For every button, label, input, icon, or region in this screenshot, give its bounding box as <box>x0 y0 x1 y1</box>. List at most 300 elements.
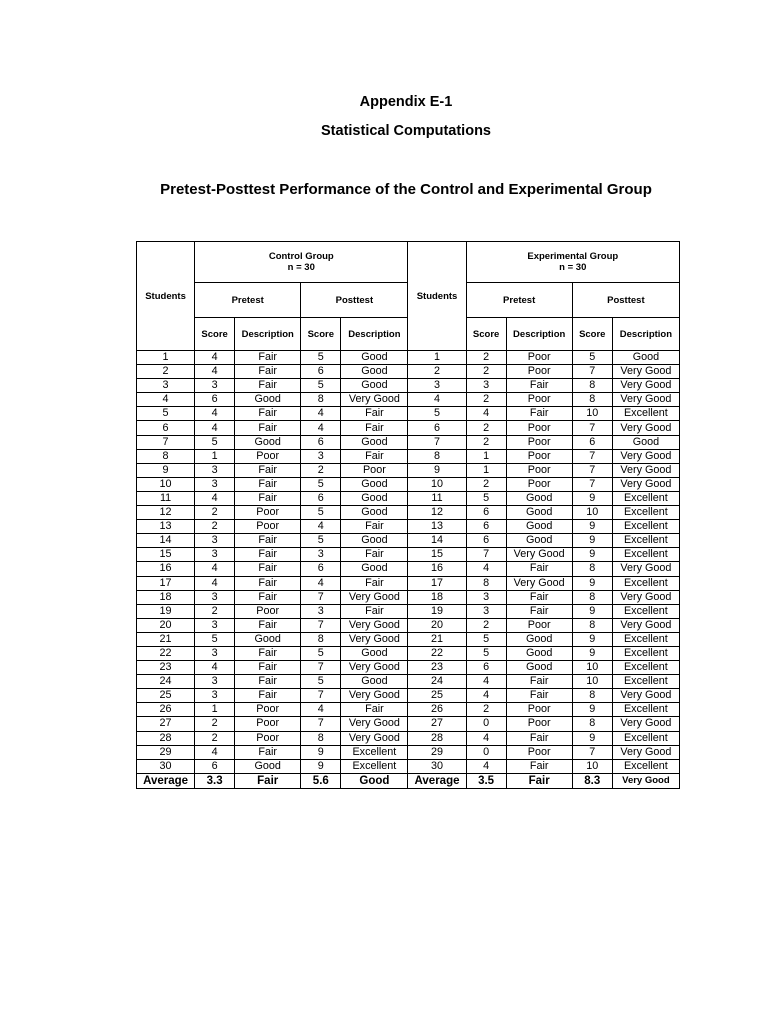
table-cell: 3 <box>137 379 195 393</box>
table-cell: Poor <box>506 393 572 407</box>
table-cell: Poor <box>506 463 572 477</box>
table-cell: 4 <box>301 407 341 421</box>
table-cell: 2 <box>408 365 466 379</box>
table-cell: 3 <box>195 618 235 632</box>
table-cell: 0 <box>466 745 506 759</box>
table-row <box>137 604 680 618</box>
table-cell: 2 <box>137 365 195 379</box>
table-cell: 9 <box>572 632 612 646</box>
table-cell: Very Good <box>341 717 408 731</box>
table-cell: Poor <box>235 604 301 618</box>
average-cell: 3.5 <box>466 773 506 788</box>
table-row <box>137 548 680 562</box>
table-cell: 4 <box>301 703 341 717</box>
table-cell: 6 <box>466 506 506 520</box>
table-row <box>137 379 680 393</box>
table-cell: 7 <box>301 618 341 632</box>
table-cell: Good <box>341 675 408 689</box>
table-cell: 17 <box>137 576 195 590</box>
table-cell: 7 <box>572 745 612 759</box>
table-cell: 7 <box>572 421 612 435</box>
table-cell: 28 <box>137 731 195 745</box>
table-cell: 6 <box>466 534 506 548</box>
control-posttest-header: Posttest <box>301 283 408 318</box>
average-cell: Fair <box>235 773 301 788</box>
table-cell: 9 <box>301 759 341 773</box>
table-cell: 8 <box>572 689 612 703</box>
table-cell: 6 <box>466 661 506 675</box>
table-cell: Good <box>341 491 408 505</box>
table-cell: 2 <box>466 618 506 632</box>
description-header: Description <box>235 318 301 351</box>
table-cell: 15 <box>137 548 195 562</box>
table-cell: 5 <box>301 351 341 365</box>
table-cell: Good <box>235 759 301 773</box>
table-title: Pretest-Posttest Performance of the Control and Experimental Group <box>160 181 652 198</box>
table-cell: Very Good <box>612 562 679 576</box>
table-cell: 8 <box>572 618 612 632</box>
table-cell: 4 <box>195 576 235 590</box>
table-cell: 26 <box>408 703 466 717</box>
table-cell: 4 <box>195 365 235 379</box>
table-cell: 27 <box>137 717 195 731</box>
table-cell: 2 <box>195 731 235 745</box>
table-cell: Excellent <box>612 548 679 562</box>
table-cell: 30 <box>408 759 466 773</box>
table-cell: Very Good <box>341 393 408 407</box>
table-cell: Excellent <box>612 407 679 421</box>
table-cell: 5 <box>466 491 506 505</box>
table-cell: Fair <box>506 379 572 393</box>
table-cell: 8 <box>301 393 341 407</box>
table-cell: 1 <box>466 449 506 463</box>
table-cell: 7 <box>572 449 612 463</box>
table-cell: Good <box>341 365 408 379</box>
table-cell: Fair <box>235 646 301 660</box>
table-cell: 9 <box>572 534 612 548</box>
table-cell: Very Good <box>612 421 679 435</box>
table-cell: Poor <box>506 449 572 463</box>
table-cell: 6 <box>301 491 341 505</box>
table-cell: Excellent <box>612 604 679 618</box>
table-cell: Fair <box>235 745 301 759</box>
table-cell: 4 <box>195 491 235 505</box>
table-cell: 2 <box>466 435 506 449</box>
table-cell: Excellent <box>612 534 679 548</box>
table-header <box>137 242 680 351</box>
table-cell: Very Good <box>612 745 679 759</box>
table-cell: 10 <box>572 675 612 689</box>
table-cell: Fair <box>506 562 572 576</box>
table-cell: Very Good <box>506 576 572 590</box>
average-cell: Good <box>341 773 408 788</box>
table-cell: 10 <box>572 407 612 421</box>
table-cell: Fair <box>235 379 301 393</box>
table-cell: 5 <box>301 675 341 689</box>
table-cell: Good <box>612 435 679 449</box>
table-row <box>137 421 680 435</box>
table-body <box>137 351 680 774</box>
table-cell: 3 <box>408 379 466 393</box>
performance-table <box>136 241 680 789</box>
table-cell: Good <box>341 646 408 660</box>
table-cell: 10 <box>572 759 612 773</box>
table-cell: 4 <box>195 421 235 435</box>
table-cell: 30 <box>137 759 195 773</box>
table-cell: 3 <box>195 534 235 548</box>
table-cell: 2 <box>466 365 506 379</box>
table-cell: 6 <box>301 562 341 576</box>
table-cell: Good <box>341 477 408 491</box>
table-cell: 1 <box>408 351 466 365</box>
appendix-heading: Appendix E-1 <box>359 94 453 110</box>
table-cell: Fair <box>341 449 408 463</box>
table-cell: Good <box>612 351 679 365</box>
table-cell: Excellent <box>612 703 679 717</box>
table-cell: 4 <box>466 562 506 576</box>
table-cell: 6 <box>195 759 235 773</box>
table-cell: 20 <box>408 618 466 632</box>
table-cell: 7 <box>572 477 612 491</box>
table-cell: 2 <box>466 393 506 407</box>
table-cell: Fair <box>341 421 408 435</box>
table-cell: 3 <box>195 379 235 393</box>
table-row <box>137 534 680 548</box>
table-cell: 8 <box>408 449 466 463</box>
table-cell: Poor <box>235 506 301 520</box>
table-cell: Fair <box>235 365 301 379</box>
table-cell: Good <box>506 661 572 675</box>
table-cell: 10 <box>572 506 612 520</box>
table-cell: 25 <box>408 689 466 703</box>
table-cell: 3 <box>301 548 341 562</box>
table-cell: Excellent <box>612 731 679 745</box>
table-cell: 28 <box>408 731 466 745</box>
table-cell: 20 <box>137 618 195 632</box>
table-cell: Good <box>341 379 408 393</box>
table-cell: Fair <box>341 520 408 534</box>
experimental-posttest-header: Posttest <box>572 283 679 318</box>
table-cell: 5 <box>572 351 612 365</box>
table-cell: Fair <box>235 548 301 562</box>
table-cell: 3 <box>195 463 235 477</box>
table-cell: 10 <box>137 477 195 491</box>
table-cell: 9 <box>572 604 612 618</box>
table-cell: 16 <box>408 562 466 576</box>
table-cell: 7 <box>572 463 612 477</box>
score-header: Score <box>572 318 612 351</box>
table-cell: Poor <box>341 463 408 477</box>
table-cell: Good <box>341 435 408 449</box>
table-cell: Good <box>341 534 408 548</box>
experimental-group-header <box>466 242 679 283</box>
table-cell: Excellent <box>612 646 679 660</box>
experimental-n-label: n = 30 <box>559 262 587 273</box>
table-cell: 2 <box>195 506 235 520</box>
table-cell: Excellent <box>341 745 408 759</box>
table-cell: Poor <box>235 731 301 745</box>
table-cell: 2 <box>466 703 506 717</box>
table-cell: Excellent <box>612 506 679 520</box>
table-cell: 4 <box>466 407 506 421</box>
table-cell: 13 <box>137 520 195 534</box>
table-cell: 11 <box>137 491 195 505</box>
table-cell: 21 <box>408 632 466 646</box>
table-cell: 10 <box>572 661 612 675</box>
average-row <box>137 773 680 788</box>
table-cell: Poor <box>506 618 572 632</box>
table-cell: Fair <box>506 689 572 703</box>
table-cell: 5 <box>466 646 506 660</box>
table-cell: Fair <box>506 675 572 689</box>
table-cell: 2 <box>466 477 506 491</box>
table-cell: 7 <box>572 365 612 379</box>
table-cell: 6 <box>195 393 235 407</box>
table-cell: Fair <box>235 576 301 590</box>
subtitle-heading: Statistical Computations <box>321 123 491 139</box>
table-cell: Excellent <box>612 661 679 675</box>
table-cell: Fair <box>341 576 408 590</box>
table-cell: 8 <box>572 562 612 576</box>
table-row <box>137 646 680 660</box>
table-cell: 4 <box>301 421 341 435</box>
table-cell: 2 <box>195 604 235 618</box>
table-cell: 9 <box>572 703 612 717</box>
control-pretest-header: Pretest <box>195 283 301 318</box>
table-cell: Fair <box>235 661 301 675</box>
table-cell: Poor <box>506 703 572 717</box>
description-header: Description <box>341 318 408 351</box>
table-cell: Very Good <box>612 689 679 703</box>
table-cell: 2 <box>301 463 341 477</box>
table-cell: 8 <box>572 717 612 731</box>
table-cell: 23 <box>137 661 195 675</box>
score-header: Score <box>195 318 235 351</box>
table-cell: Very Good <box>341 689 408 703</box>
table-cell: Poor <box>506 745 572 759</box>
table-cell: 27 <box>408 717 466 731</box>
table-cell: 4 <box>301 520 341 534</box>
table-cell: 17 <box>408 576 466 590</box>
table-cell: 7 <box>301 689 341 703</box>
table-cell: 9 <box>572 731 612 745</box>
table-cell: 12 <box>137 506 195 520</box>
table-cell: Excellent <box>612 576 679 590</box>
table-cell: 3 <box>195 689 235 703</box>
table-cell: Poor <box>235 520 301 534</box>
table-row <box>137 618 680 632</box>
table-cell: 22 <box>137 646 195 660</box>
table-cell: Good <box>341 351 408 365</box>
table-cell: Fair <box>235 491 301 505</box>
table-row <box>137 463 680 477</box>
table-cell: 6 <box>137 421 195 435</box>
table-cell: 9 <box>572 548 612 562</box>
table-row <box>137 407 680 421</box>
table-cell: 8 <box>466 576 506 590</box>
table-cell: Very Good <box>506 548 572 562</box>
table-cell: Poor <box>235 717 301 731</box>
table-cell: 4 <box>301 576 341 590</box>
average-cell: 8.3 <box>572 773 612 788</box>
table-cell: 4 <box>195 407 235 421</box>
table-row <box>137 435 680 449</box>
table-cell: 5 <box>408 407 466 421</box>
table-cell: 3 <box>466 379 506 393</box>
table-cell: Excellent <box>612 520 679 534</box>
students-header-control: Students <box>137 242 195 351</box>
table-cell: 25 <box>137 689 195 703</box>
table-cell: 7 <box>301 717 341 731</box>
experimental-pretest-header: Pretest <box>466 283 572 318</box>
table-cell: Excellent <box>612 632 679 646</box>
table-cell: Good <box>341 562 408 576</box>
table-cell: 3 <box>195 675 235 689</box>
table-cell: 26 <box>137 703 195 717</box>
table-cell: 5 <box>301 646 341 660</box>
table-cell: 9 <box>408 463 466 477</box>
table-cell: Fair <box>341 548 408 562</box>
table-row <box>137 661 680 675</box>
table-cell: 3 <box>195 477 235 491</box>
table-cell: Fair <box>235 421 301 435</box>
table-cell: Excellent <box>612 491 679 505</box>
table-cell: Poor <box>235 703 301 717</box>
table-cell: Good <box>506 534 572 548</box>
table-cell: 6 <box>301 435 341 449</box>
table-cell: Good <box>341 506 408 520</box>
table-cell: 23 <box>408 661 466 675</box>
table-row <box>137 351 680 365</box>
table-row <box>137 759 680 773</box>
table-cell: 3 <box>195 646 235 660</box>
table-cell: 14 <box>408 534 466 548</box>
table-cell: 1 <box>195 449 235 463</box>
table-cell: Very Good <box>612 590 679 604</box>
score-header: Score <box>301 318 341 351</box>
table-cell: 3 <box>195 590 235 604</box>
table-cell: 14 <box>137 534 195 548</box>
table-cell: 1 <box>137 351 195 365</box>
table-cell: 3 <box>466 590 506 604</box>
table-row <box>137 703 680 717</box>
table-cell: Very Good <box>612 393 679 407</box>
table-cell: Very Good <box>341 731 408 745</box>
table-cell: 3 <box>466 604 506 618</box>
table-row <box>137 675 680 689</box>
table-cell: Very Good <box>341 661 408 675</box>
table-cell: Fair <box>235 407 301 421</box>
table-cell: 13 <box>408 520 466 534</box>
table-cell: 8 <box>137 449 195 463</box>
table-cell: Fair <box>235 562 301 576</box>
control-group-header <box>195 242 408 283</box>
table-cell: Very Good <box>612 449 679 463</box>
table-cell: Good <box>235 435 301 449</box>
table-cell: 3 <box>301 604 341 618</box>
table-cell: 4 <box>195 351 235 365</box>
table-cell: 15 <box>408 548 466 562</box>
table-cell: 5 <box>301 534 341 548</box>
table-row <box>137 717 680 731</box>
table-cell: 7 <box>301 661 341 675</box>
table-cell: Good <box>506 520 572 534</box>
table-cell: Very Good <box>612 463 679 477</box>
table-cell: 7 <box>137 435 195 449</box>
table-cell: Fair <box>506 759 572 773</box>
table-cell: Poor <box>506 421 572 435</box>
score-header: Score <box>466 318 506 351</box>
table-cell: 24 <box>137 675 195 689</box>
table-cell: Poor <box>506 717 572 731</box>
table-cell: 8 <box>572 393 612 407</box>
table-cell: 4 <box>466 675 506 689</box>
table-cell: Good <box>235 632 301 646</box>
table-cell: 9 <box>572 520 612 534</box>
average-cell: Average <box>408 773 466 788</box>
table-cell: 18 <box>408 590 466 604</box>
table-cell: 0 <box>466 717 506 731</box>
table-row <box>137 576 680 590</box>
table-cell: 2 <box>466 351 506 365</box>
table-cell: 9 <box>572 491 612 505</box>
description-header: Description <box>506 318 572 351</box>
table-cell: 11 <box>408 491 466 505</box>
table-cell: 9 <box>301 745 341 759</box>
table-cell: 9 <box>572 576 612 590</box>
table-cell: Excellent <box>612 675 679 689</box>
table-cell: Excellent <box>612 759 679 773</box>
average-cell: Very Good <box>612 773 679 788</box>
table-cell: 29 <box>137 745 195 759</box>
table-cell: Good <box>506 491 572 505</box>
table-row <box>137 365 680 379</box>
table-cell: 5 <box>195 632 235 646</box>
experimental-group-label: Experimental Group <box>527 251 619 262</box>
table-row <box>137 506 680 520</box>
table-cell: Very Good <box>341 632 408 646</box>
table-cell: 5 <box>466 632 506 646</box>
table-cell: 18 <box>137 590 195 604</box>
table-cell: 4 <box>466 759 506 773</box>
table-cell: 8 <box>301 731 341 745</box>
table-row <box>137 689 680 703</box>
table-cell: 1 <box>195 703 235 717</box>
table-cell: Very Good <box>612 365 679 379</box>
table-cell: 3 <box>195 548 235 562</box>
table-cell: Good <box>506 632 572 646</box>
table-cell: 2 <box>195 717 235 731</box>
table-cell: 19 <box>408 604 466 618</box>
table-row <box>137 632 680 646</box>
table-cell: 6 <box>466 520 506 534</box>
table-cell: Fair <box>235 590 301 604</box>
table-cell: 5 <box>301 506 341 520</box>
control-group-label: Control Group <box>268 251 334 262</box>
table-cell: Poor <box>506 477 572 491</box>
table-cell: Fair <box>235 477 301 491</box>
students-header-experimental: Students <box>408 242 466 351</box>
table-cell: 19 <box>137 604 195 618</box>
table-row <box>137 745 680 759</box>
table-cell: Fair <box>235 351 301 365</box>
description-header: Description <box>612 318 679 351</box>
table-cell: Fair <box>235 689 301 703</box>
table-cell: Fair <box>506 604 572 618</box>
table-cell: 5 <box>195 435 235 449</box>
table-cell: 4 <box>195 562 235 576</box>
table-cell: Fair <box>235 618 301 632</box>
